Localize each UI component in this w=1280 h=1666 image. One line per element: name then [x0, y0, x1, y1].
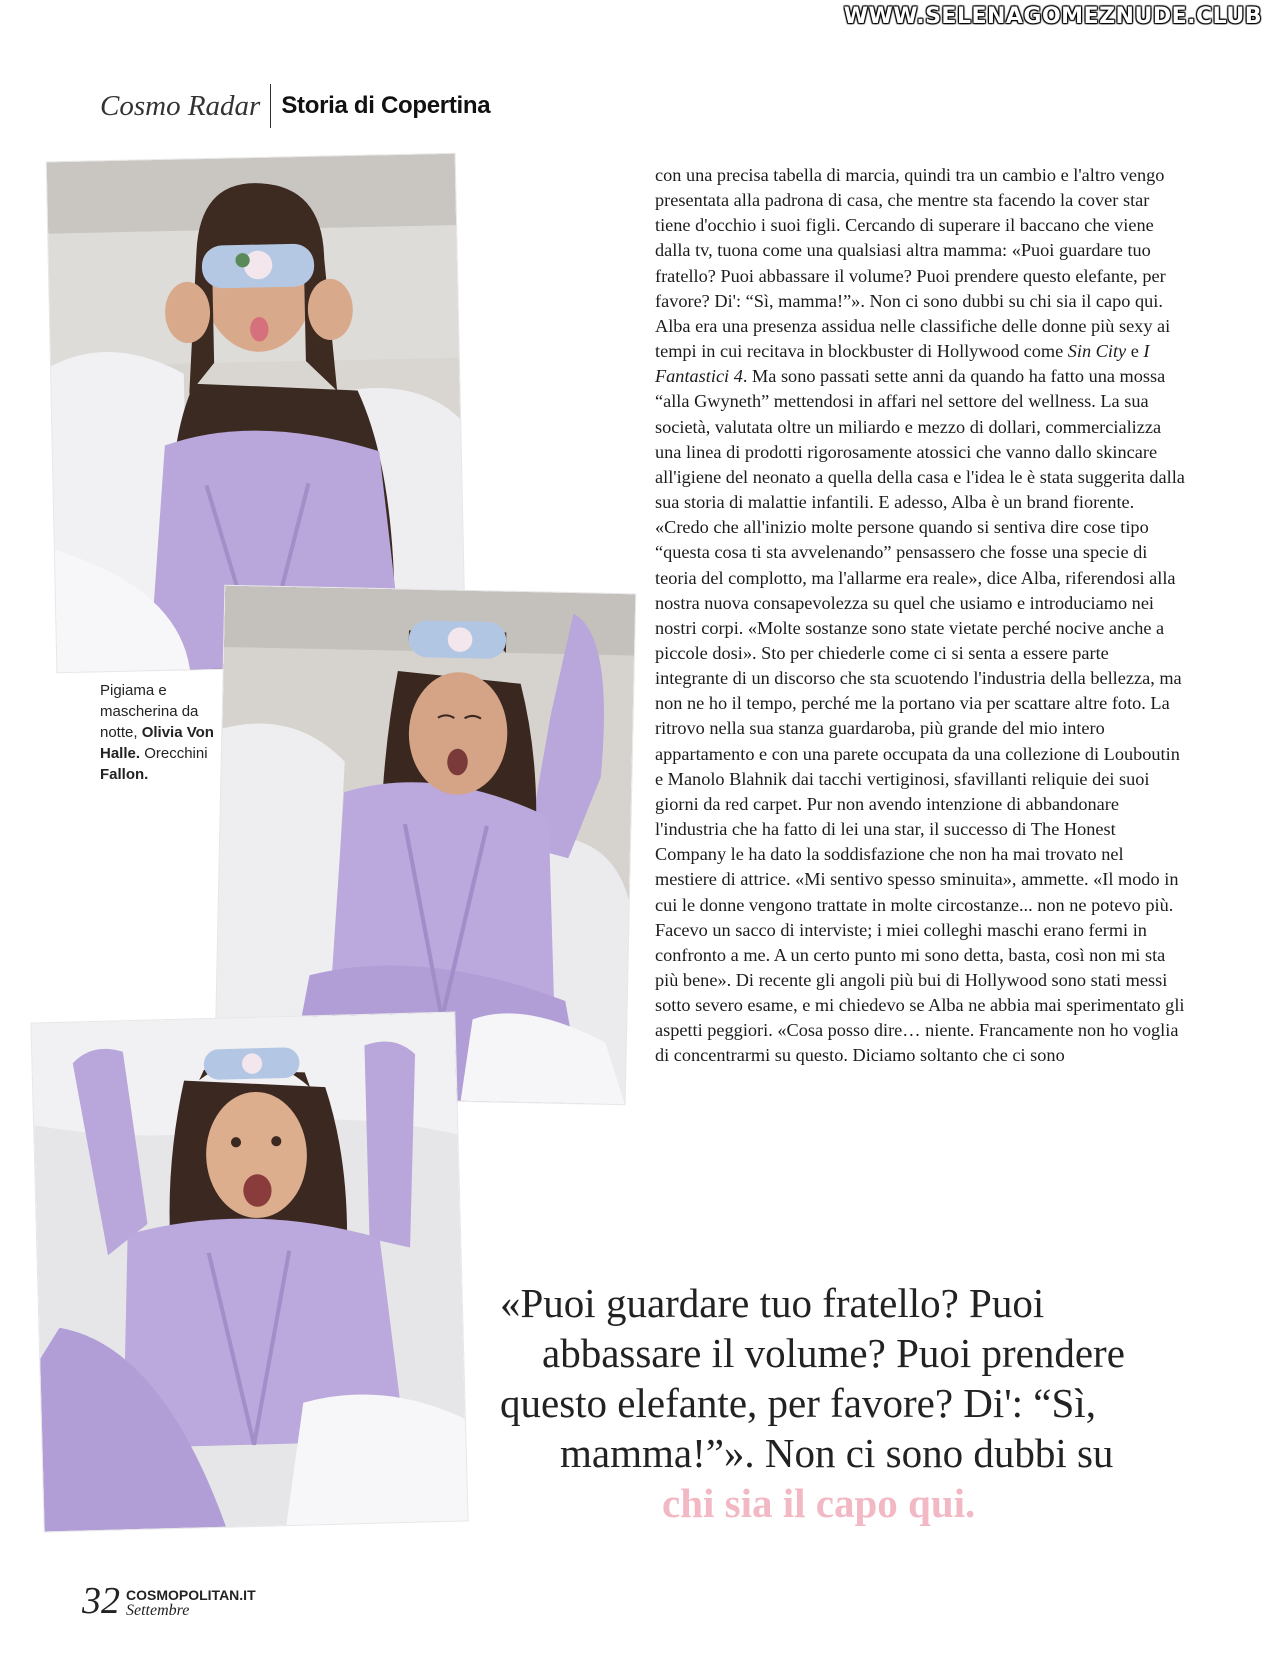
publication-name: COSMOPOLITAN.IT — [126, 1587, 256, 1603]
publication-block — [126, 1588, 256, 1618]
pull-quote-line: questo elefante, per favore? Di': “Sì, — [500, 1380, 1096, 1426]
header-divider — [270, 84, 271, 128]
pull-quote-line: «Puoi guardare tuo fratello? Puoi — [500, 1280, 1045, 1326]
caption-brand-2: Fallon. — [100, 766, 149, 783]
pull-quote-highlight — [500, 1478, 1220, 1528]
body-text-1: con una precisa tabella di marcia, quindi tra un cambio e l'altro vengo presentata alla padrona di casa, che mentre sta facendo la cover star tiene d'occhio i suoi figli. Cercando di superare il baccano che viene dalla tv, tuona come una qualsiasi altra mamma: «Puoi guardare tuo fratello? Puoi abbassare il volume? Puoi prendere questo elefante, per favore? Di': “Sì, mamma!”». Non ci sono dubbi su chi sia il capo qui. Alba era una presenza assidua nelle classifiche delle donne più sexy ai tempi in cui recitava in blockbuster di Hollywood come — [655, 165, 1171, 362]
page-number: 32 — [82, 1580, 120, 1622]
pull-quote-line: abbassare il volume? Puoi prendere — [542, 1330, 1125, 1376]
article-paragraph — [655, 163, 1185, 1069]
film-title-sin-city: Sin City — [1067, 341, 1127, 362]
issue-month: Settembre — [126, 1602, 190, 1619]
page-header — [100, 86, 490, 126]
subsection-title: Storia di Copertina — [281, 92, 491, 119]
body-text-2: . Ma sono passati sette anni da quando ha fatto una mossa “alla Gwyneth” mettendosi in affari nel settore del wellness. La sua società, valutata oltre un miliardo e mezzo di dollari, commercializza una linea di prodotti rigorosamente atossici che vanno dallo skincare all'igiene del neonato a quella della casa e l'idea le è stata suggerita dalla sua storia di malattie infantili. E adesso, Alba è un brand fiorente. «Credo che all'inizio molte persone quando si sentiva dire cose tipo “questa cosa ti sta avvelenando” pensassero che fosse una specie di teoria del complotto, ma l'allarme era reale», dice Alba, riferendosi alla nostra nuova consapevolezza su quel che usiamo e introduciamo nei nostri corpi. «Molte sostanze sono state vietate perché nocive anche a piccole dosi». Sto per chiederle come ci si senta a essere parte integrante di un discorso che sta scuotendo l'industria della bellezza, ma non ne ho il tempo, perché me la portano via per scattare altre foto. La ritrovo nella sua stanza guardaroba, più grande del mio intero appartamento e con una parete occupata da una collezione di Louboutin e Manolo Blahnik dai tacchi vertiginosi, sfavillanti reliquie dei suoi giorni da red carpet. Pur non avendo intenzione di abbandonare l'industria che ha fatto di lei una star, il successo di The Honest Company le ha dato la soddisfazione che non ha mai trovato nel mestiere di attrice. «Mi sentivo spesso sminuita», ammette. «Il modo in cui le donne vengono trattate in molte circostanze... non ne potevo più. Facevo un sacco di interviste; i miei colleghi maschi erano fermi in confronto a me. A un certo punto mi sono detta, basta, così non mi sta più bene». Di recente gli angoli più bui di Hollywood sono stati messi sotto severo esame, e mi chiedevo se Alba ne abbia mai sperimentato gli aspetti peggiori. «Cosa posso dire… niente. Francamente non ho voglia di concentrarmi su questo. Diciamo soltanto che ci sono — [655, 366, 1185, 1066]
watermark: WWW.SELENAGOMEZNUDE.CLUB — [843, 4, 1262, 29]
caption-text-1: Pigiama e mascherina da notte, — [100, 682, 199, 741]
section-title: Cosmo Radar — [100, 89, 261, 122]
pull-quote-period: . — [965, 1480, 976, 1526]
photo-surprised — [31, 1013, 467, 1532]
article-body — [655, 163, 1185, 1069]
body-conjunction: e — [1126, 341, 1144, 362]
pull-quote-line: mamma!”». Non ci sono dubbi su — [560, 1430, 1114, 1476]
caption-text-2: Orecchini — [140, 745, 208, 762]
photo-caption — [100, 680, 220, 785]
pull-quote-highlight-text: chi sia il capo qui — [662, 1480, 966, 1526]
page-footer — [82, 1580, 256, 1622]
caption-brand-1: Olivia Von Halle. — [100, 724, 214, 762]
pull-quote — [500, 1278, 1220, 1528]
film-title-fantastici: I Fantastici 4 — [655, 341, 1150, 387]
